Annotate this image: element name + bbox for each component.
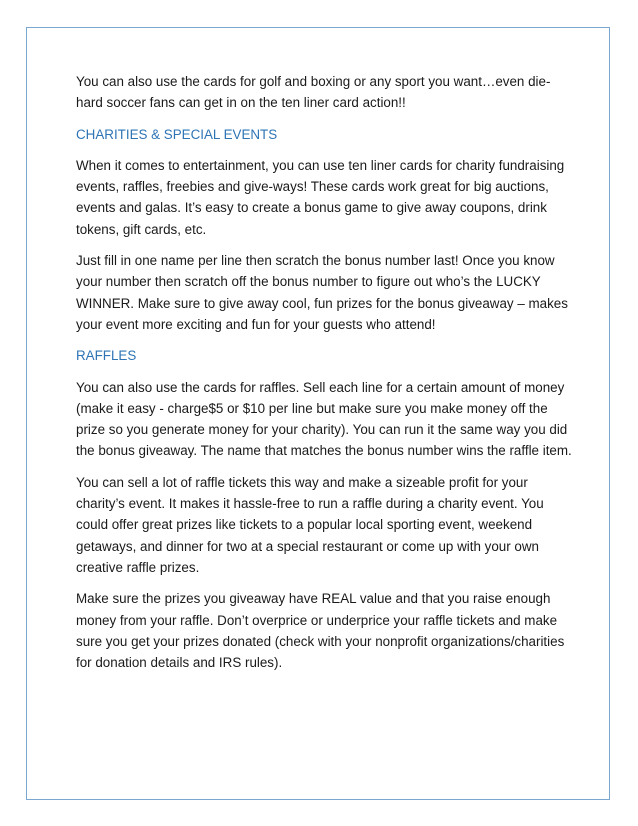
- intro-paragraph: You can also use the cards for golf and boxing or any sport you want…even die-hard soccer fans can get in on the ten liner card action!!: [76, 74, 551, 111]
- section-heading-charities: CHARITIES & SPECIAL EVENTS: [76, 126, 278, 142]
- raffles-paragraph-1: You can also use the cards for raffles. Sell each line for a certain amount of money (make it easy - charge$5 or $10 per line but make sure you make money off the prize so you generate money for your charity). You can run it the same way you did the bonus giveaway. The name that matches the bonus number wins the raffle item.: [76, 379, 572, 459]
- charities-paragraph-1: When it comes to entertainment, you can use ten liner cards for charity fundraising events, raffles, freebies and give-ways! These cards work great for big auctions, events and galas. It’s easy to create a bonus game to give away coupons, drink tokens, gift cards, etc.: [76, 157, 565, 237]
- raffles-paragraph-3: Make sure the prizes you giveaway have REAL value and that you raise enough money from your raffle. Don’t overprice or underprice your raffle tickets and make sure you get your prizes donated (check with your nonprofit organizations/charities for donation details and IRS rules).: [76, 591, 565, 671]
- document-body: [76, 71, 576, 683]
- raffles-paragraph-2: You can sell a lot of raffle tickets this way and make a sizeable profit for your charity’s event. It makes it hassle-free to run a raffle during a charity event. You could offer great prizes like tickets to a popular local sporting event, weekend getaways, and dinner for two at a special restaurant or come up with your own creative raffle prizes.: [76, 474, 544, 575]
- section-heading-raffles: RAFFLES: [76, 348, 137, 364]
- charities-paragraph-2: Just fill in one name per line then scratch the bonus number last! Once you know your number then scratch off the bonus number to figure out who’s the LUCKY WINNER. Make sure to give away cool, fun prizes for the bonus giveaway – makes your event more exciting and fun for your guests who attend!: [76, 253, 568, 332]
